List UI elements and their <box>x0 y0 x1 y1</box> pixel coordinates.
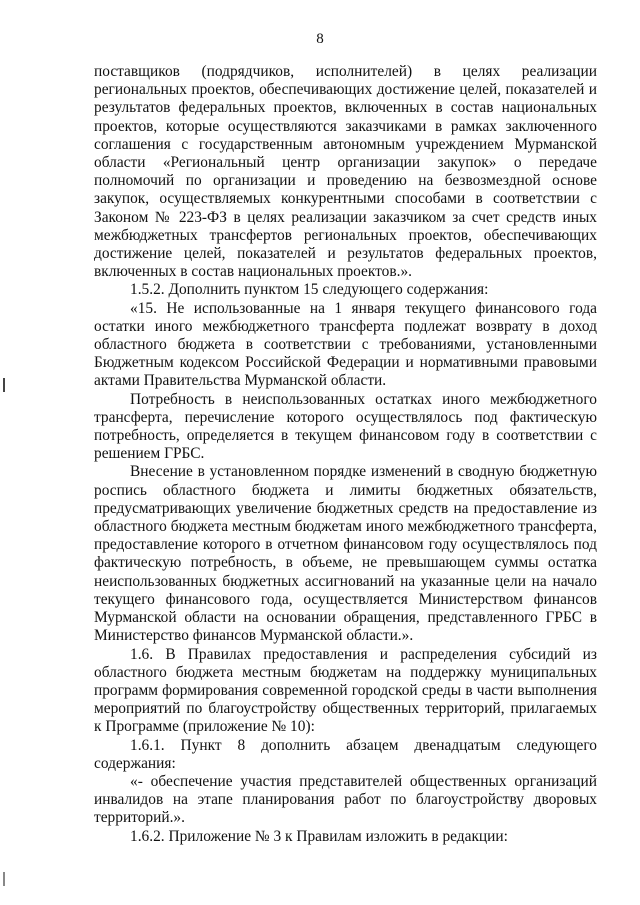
paragraph-item-15: «15. Не использованные на 1 января текущего финансового года остатки иного межбюджетного трансферта подлежат возврату в доход областного бюджета в соответствии с требованиями, установленными Бюджетным кодексом Российской Федерации и нормативными правовыми актами Правительства Мурманской области. <box>94 299 597 390</box>
document-body <box>94 63 597 846</box>
paragraph-continuation: поставщиков (подрядчиков, исполнителей) в целях реализации региональных проектов, обеспечивающих достижение целей, показателей и результатов федеральных проектов, включенных в состав национальных проектов, которые осуществляются заказчиками в рамках заключенного соглашения с государственным автономным учреждением Мурманской области «Региональный центр организации закупок» о передаче полномочий по организации и проведению на безвозмездной основе закупок, осуществляемых конкурентными способами в соответствии с Законом № 223-ФЗ в целях реализации заказчиком за счет средств иных межбюджетных трансфертов региональных проектов, обеспечивающих достижение целей, показателей и результатов федеральных проектов, включенных в состав национальных проектов.». <box>94 63 597 281</box>
paragraph-need: Потребность в неиспользованных остатках иного межбюджетного трансферта, перечисление которого осуществлялось под фактическую потребность, определяется в текущем финансовом году в соответствии с решением ГРБС. <box>94 390 597 463</box>
page-number: 8 <box>316 31 324 47</box>
paragraph-1-6-2: 1.6.2. Приложение № 3 к Правилам изложить в редакции: <box>130 827 508 845</box>
paragraph-1-5-2: 1.5.2. Дополнить пунктом 15 следующего содержания: <box>130 281 489 299</box>
paragraph-1-6: 1.6. В Правилах предоставления и распределения субсидий из областного бюджета местным бюджетам на поддержку муниципальных программ формирования современной городской среды в части выполнения мероприятий по благоустройству общественных территорий, прилагаемых к Программе (приложение № 10): <box>94 645 597 736</box>
paragraph-budget-changes: Внесение в установленном порядке изменений в сводную бюджетную роспись областного бюджета и лимиты бюджетных обязательств, предусматривающих увеличение бюджетных средств на предоставление из областного бюджета местным бюджетам иного межбюджетного трансферта, предоставление которого в отчетном финансовом году осуществлялось под фактическую потребность, в объеме, не превышающем суммы остатка неиспользованных бюджетных ассигнований на указанные цели на начало текущего финансового года, осуществляется Министерством финансов Мурманской области на основании обращения, представленного ГРБС в Министерство финансов Мурманской области.». <box>94 463 597 645</box>
paragraph-inserted-clause: «- обеспечение участия представителей общественных организаций инвалидов на этапе планирования работ по благоустройству дворовых территорий.». <box>94 772 597 827</box>
margin-mark <box>3 872 5 886</box>
margin-mark <box>3 378 5 392</box>
paragraph-1-6-1: 1.6.1. Пункт 8 дополнить абзацем двенадцатым следующего содержания: <box>94 736 597 772</box>
